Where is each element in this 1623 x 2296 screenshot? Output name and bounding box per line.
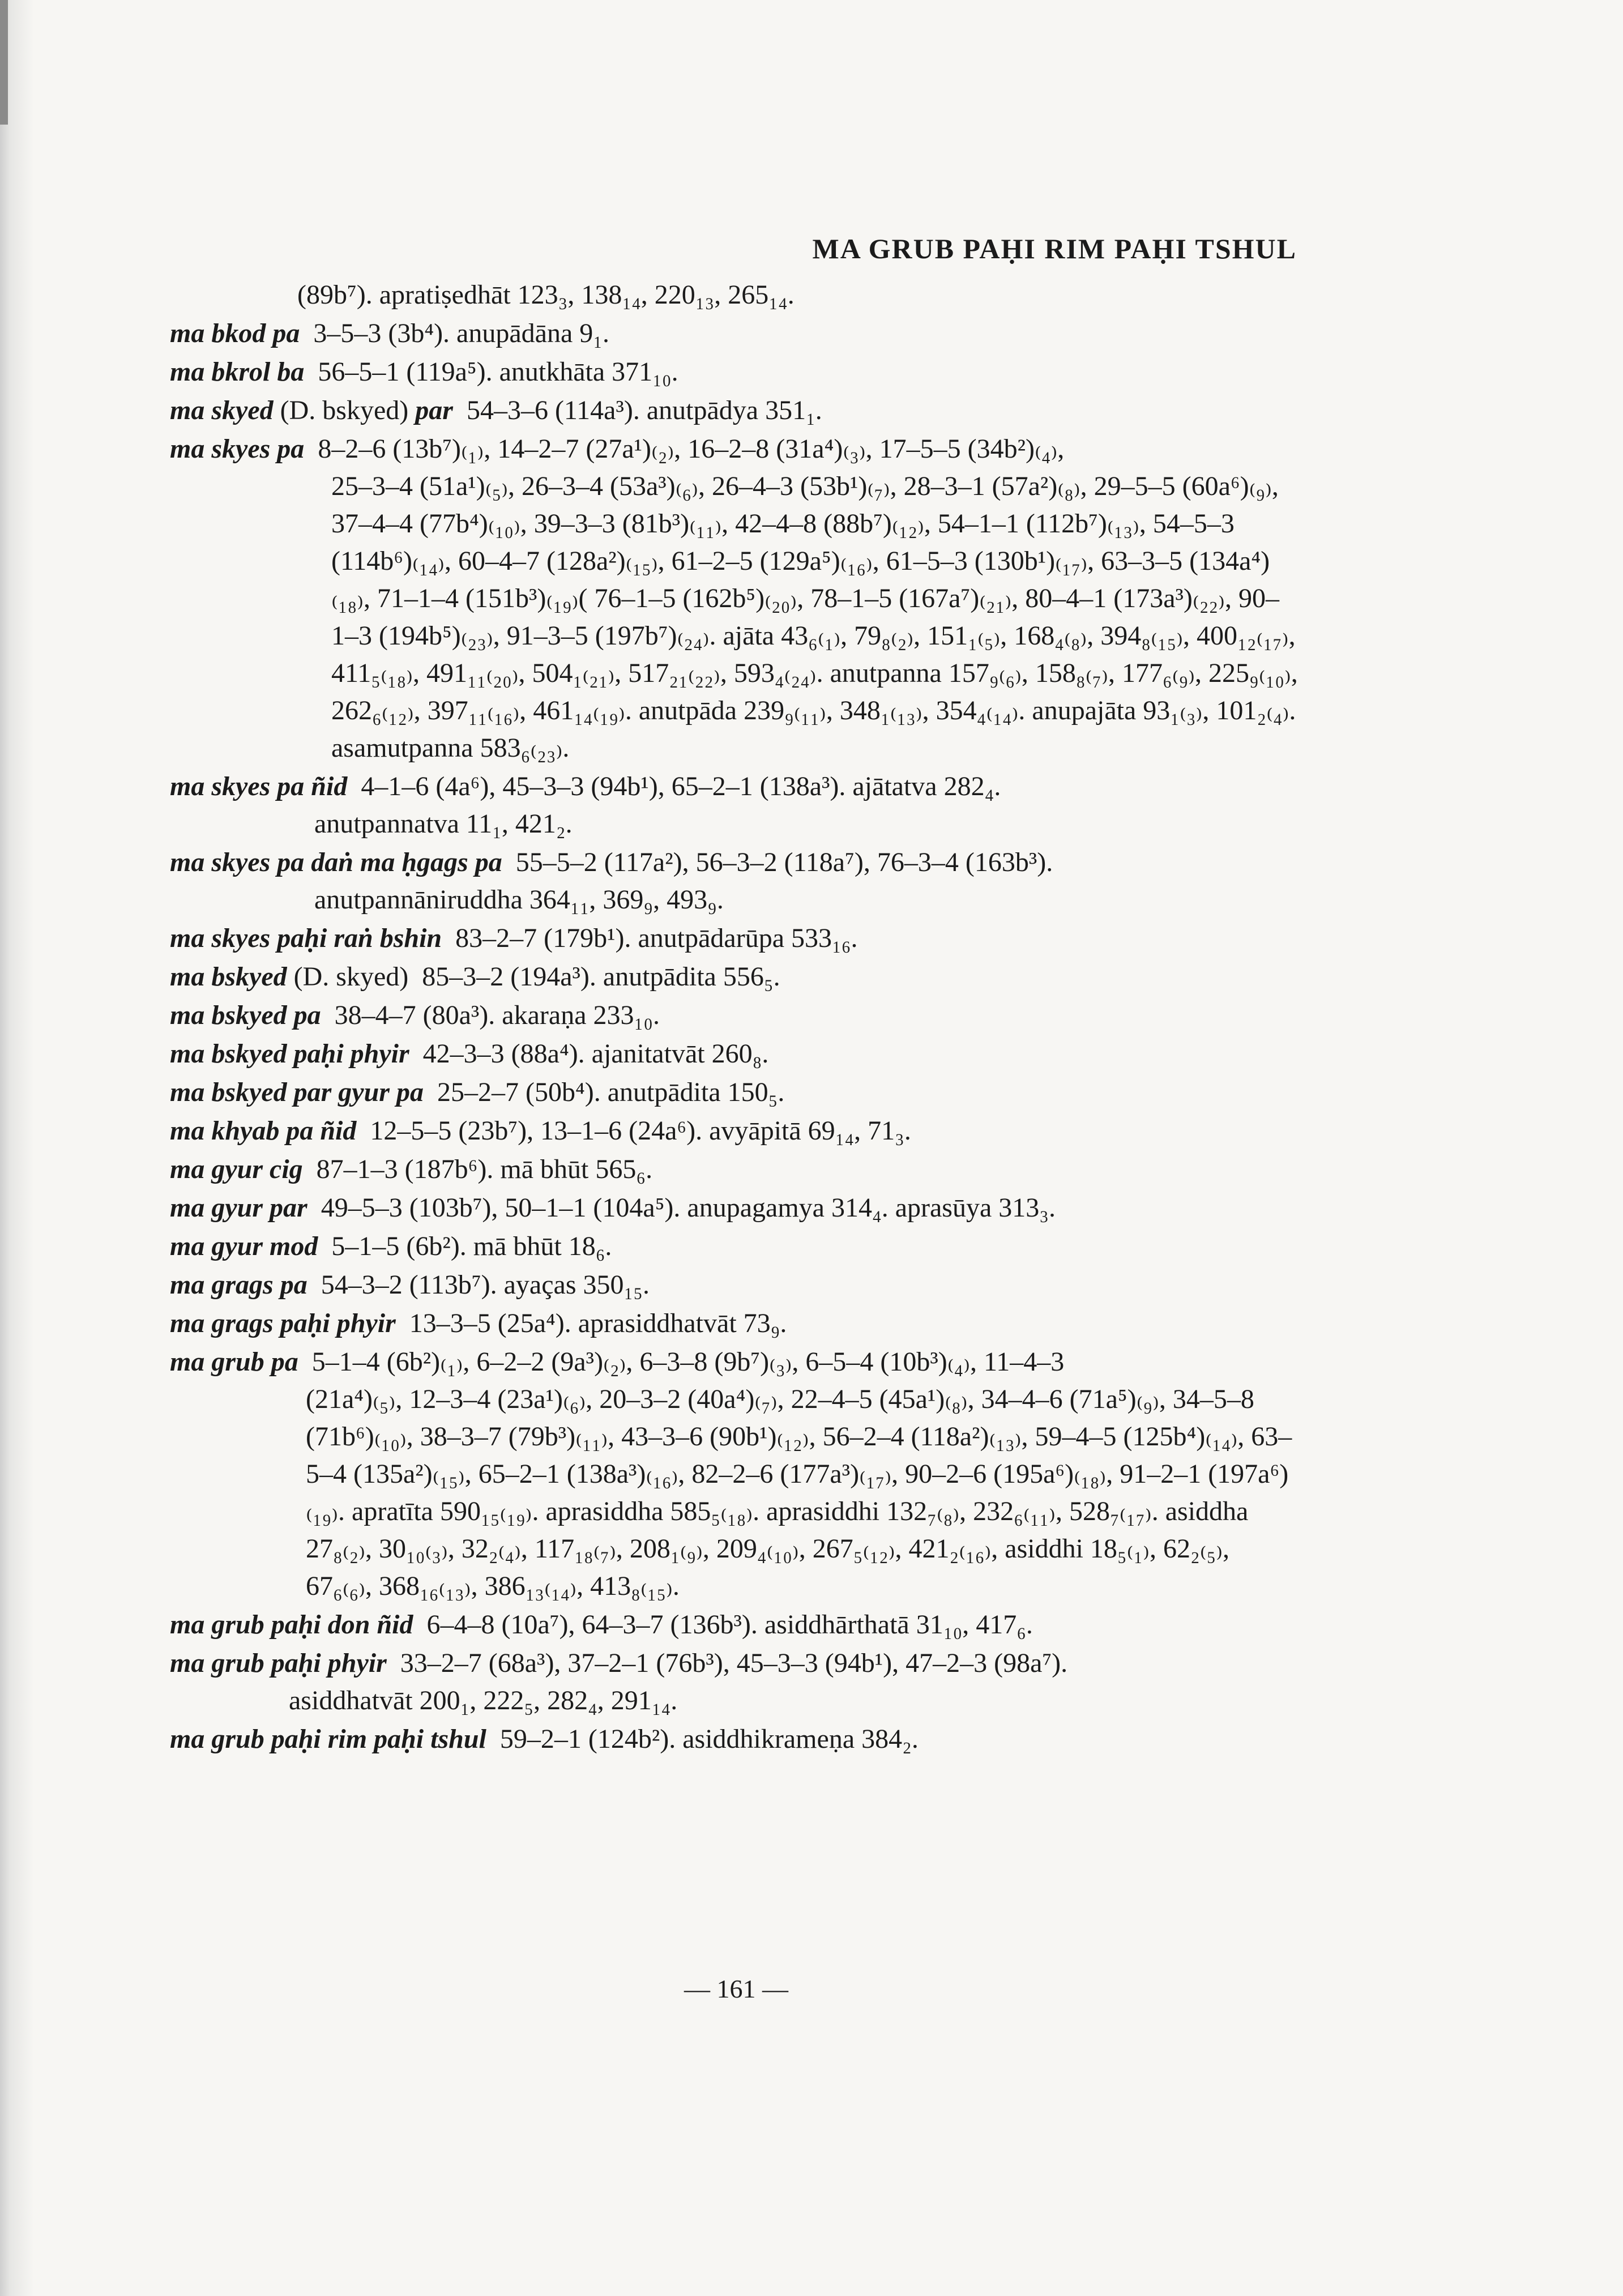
entry-text: 33–2–7 (68a³), 37–2–1 (76b³), 45–3–3 (94b¹), 47–2–3 (98a⁷). <box>400 1648 1068 1678</box>
entry-term: ma grub paḥi rim paḥi tshul <box>170 1724 486 1754</box>
entry-term: ma bkrol ba <box>170 357 305 387</box>
entry-text: 3–5–3 (3b⁴). anupādāna 9₁. <box>313 318 609 348</box>
entry-term: ma skyes pa daṅ ma ḥgags pa <box>170 847 502 877</box>
entry-term: ma bkod pa <box>170 318 300 348</box>
entry-text: 25–2–7 (50b⁴). anutpādita 150₅. <box>437 1077 785 1107</box>
entry-text: 49–5–3 (103b⁷), 50–1–1 (104a⁵). anupagamya 314₄. aprasūya 313₃. <box>321 1193 1056 1223</box>
page-number: — 161 — <box>684 1974 788 2003</box>
glossary-entry <box>170 920 1302 957</box>
entry-term: ma skyes pa ñid <box>170 771 348 801</box>
glossary-entry <box>170 768 1302 843</box>
entry-text: 59–2–1 (124b²). asiddhikrameṇa 384₂. <box>499 1724 919 1754</box>
entry-text: 83–2–7 (179b¹). anutpādarūpa 533₁₆. <box>455 923 858 953</box>
entry-term: ma bskyed par gyur pa <box>170 1077 424 1107</box>
glossary-entry <box>170 1151 1302 1188</box>
entry-term: ma bskyed <box>170 962 287 992</box>
entry-text: 54–3–2 (113b⁷). ayaças 350₁₅. <box>321 1270 650 1300</box>
entry-text: 55–5–2 (117a²), 56–3–2 (118a⁷), 76–3–4 (163b³). <box>515 847 1053 877</box>
glossary-entry <box>170 392 1302 429</box>
glossary-entry <box>170 1266 1302 1304</box>
entry-term: ma skyes paḥi raṅ bshin <box>170 923 442 953</box>
entry-text: 42–3–3 (88a⁴). ajanitatvāt 260₈. <box>422 1039 769 1069</box>
entry-text: 5–1–5 (6b²). mā bhūt 18₆. <box>331 1231 612 1261</box>
glossary-entry <box>170 1645 1302 1719</box>
entry-text: 12–5–5 (23b⁷), 13–1–6 (24a⁶). avyāpitā 69₁₄, 71₃. <box>370 1116 911 1146</box>
glossary-entry <box>170 1074 1302 1111</box>
entry-continuation: anutpannatva 11₁, 421₂. <box>314 809 573 839</box>
entry-text: 13–3–5 (25a⁴). aprasiddhatvāt 73₉. <box>409 1308 787 1338</box>
entry-continuation: anutpannāniruddha 364₁₁, 369₉, 493₉. <box>314 885 724 915</box>
entry-continuation <box>170 276 1302 314</box>
glossary-entry <box>170 1721 1302 1758</box>
entry-text: 38–4–7 (80a³). akaraṇa 233₁₀. <box>334 1000 660 1030</box>
glossary-entry <box>170 315 1302 352</box>
entry-term: ma grub pa <box>170 1347 298 1377</box>
entry-term: ma gyur cig <box>170 1154 303 1184</box>
glossary-entry <box>170 1606 1302 1644</box>
entry-text: 6–4–8 (10a⁷), 64–3–7 (136b³). asiddhārthatā 31₁₀, 417₆. <box>426 1610 1033 1640</box>
scan-shadow-edge <box>0 0 34 2296</box>
entry-term: ma bskyed paḥi phyir <box>170 1039 409 1069</box>
entry-term: ma skyed <box>170 395 274 425</box>
running-head: MA GRUB PAḤI RIM PAḤI TSHUL <box>812 233 1297 264</box>
entry-term: ma khyab pa ñid <box>170 1116 357 1146</box>
entry-term-tail: par <box>415 395 453 425</box>
glossary-entry <box>170 958 1302 996</box>
entry-variant: (D. bskyed) <box>280 395 409 425</box>
glossary-entry <box>170 430 1302 767</box>
entry-text: (89b⁷). apratiṣedhāt 123₃, 138₁₄, 220₁₃, 265₁₄. <box>297 280 795 310</box>
glossary-entry <box>170 1343 1302 1605</box>
entry-term: ma grub paḥi don ñid <box>170 1610 413 1640</box>
entry-text: 87–1–3 (187b⁶). mā bhūt 565₆. <box>316 1154 653 1184</box>
entry-text: 5–1–4 (6b²)₍₁₎, 6–2–2 (9a³)₍₂₎, 6–3–8 (9b⁷)₍₃₎, 6–5–4 (10b³)₍₄₎, 11–4–3 <box>311 1347 1065 1377</box>
glossary-entries <box>170 276 1302 1759</box>
glossary-entry <box>170 1305 1302 1342</box>
scan-mark <box>0 0 8 125</box>
entry-text: 85–3–2 (194a³). anutpādita 556₅. <box>422 962 780 992</box>
entry-continuation: (21a⁴)₍₅₎, 12–3–4 (23a¹)₍₆₎, 20–3–2 (40a⁴)₍₇₎, 22–4–5 (45a¹)₍₈₎, 34–4–6 (71a⁵)₍₉₎, 34–5–8 (71b⁶)₍₁₀₎, 38–3–7 (79b³)₍₁₁₎, 43–3–6 (90b¹)₍₁₂₎, 56–2–4 (118a²)₍₁₃₎, 59–4–5 (125b⁴)₍₁₄₎, 63–5–4 (135a²)₍₁₅₎, 65–2–1 (138a³)₍₁₆₎, 82–2–6 (177a³)₍₁₇₎, 90–2–6 (195a⁶)₍₁₈₎, 91–2–1 (197a⁶)₍₁₉₎. apratīta 590₁₅₍₁₉₎. aprasiddha 585₅₍₁₈₎. aprasiddhi 132₇₍₈₎, 232₆₍₁₁₎, 528₇₍₁₇₎. asiddha 27₈₍₂₎, 30₁₀₍₃₎, 32₂₍₄₎, 117₁₈₍₇₎, 208₁₍₉₎, 209₄₍₁₀₎, 267₅₍₁₂₎, 421₂₍₁₆₎, asiddhi 18₅₍₁₎, 62₂₍₅₎, 67₆₍₆₎, 368₁₆₍₁₃₎, 386₁₃₍₁₄₎, 413₈₍₁₅₎. <box>306 1384 1292 1601</box>
glossary-entry <box>170 353 1302 391</box>
entry-term: ma grags pa <box>170 1270 307 1300</box>
entry-text: 54–3–6 (114a³). anutpādya 351₁. <box>466 395 822 425</box>
entry-text: 8–2–6 (13b⁷)₍₁₎, 14–2–7 (27a¹)₍₂₎, 16–2–8 (31a⁴)₍₃₎, 17–5–5 (34b²)₍₄₎, <box>318 434 1065 464</box>
glossary-entry <box>170 1112 1302 1150</box>
entry-text: 4–1–6 (4a⁶), 45–3–3 (94b¹), 65–2–1 (138a³). ajātatva 282₄. <box>361 771 1001 801</box>
entry-variant: (D. skyed) <box>293 962 409 992</box>
glossary-entry <box>170 844 1302 919</box>
glossary-entry <box>170 1228 1302 1265</box>
entry-term: ma gyur mod <box>170 1231 318 1261</box>
entry-term: ma grags paḥi phyir <box>170 1308 396 1338</box>
entry-text: 56–5–1 (119a⁵). anutkhāta 371₁₀. <box>318 357 678 387</box>
glossary-entry <box>170 1189 1302 1227</box>
entry-continuation: asiddhatvāt 200₁, 222₅, 282₄, 291₁₄. <box>289 1685 678 1715</box>
glossary-entry <box>170 1035 1302 1073</box>
entry-term: ma skyes pa <box>170 434 305 464</box>
glossary-entry <box>170 997 1302 1034</box>
entry-term: ma bskyed pa <box>170 1000 321 1030</box>
entry-term: ma grub paḥi phyir <box>170 1648 387 1678</box>
entry-continuation: 25–3–4 (51a¹)₍₅₎, 26–3–4 (53a³)₍₆₎, 26–4–3 (53b¹)₍₇₎, 28–3–1 (57a²)₍₈₎, 29–5–5 (60a⁶)₍₉₎, 37–4–4 (77b⁴)₍₁₀₎, 39–3–3 (81b³)₍₁₁₎, 42–4–8 (88b⁷)₍₁₂₎, 54–1–1 (112b⁷)₍₁₃₎, 54–5–3 (114b⁶)₍₁₄₎, 60–4–7 (128a²)₍₁₅₎, 61–2–5 (129a⁵)₍₁₆₎, 61–5–3 (130b¹)₍₁₇₎, 63–3–5 (134a⁴)₍₁₈₎, 71–1–4 (151b³)₍₁₉₎( 76–1–5 (162b⁵)₍₂₀₎, 78–1–5 (167a⁷)₍₂₁₎, 80–4–1 (173a³)₍₂₂₎, 90–1–3 (194b⁵)₍₂₃₎, 91–3–5 (197b⁷)₍₂₄₎. ajāta 43₆₍₁₎, 79₈₍₂₎, 151₁₍₅₎, 168₄₍₈₎, 394₈₍₁₅₎, 400₁₂₍₁₇₎, 411₅₍₁₈₎, 491₁₁₍₂₀₎, 504₁₍₂₁₎, 517₂₁₍₂₂₎, 593₄₍₂₄₎. anutpanna 157₉₍₆₎, 158₈₍₇₎, 177₆₍₉₎, 225₉₍₁₀₎, 262₆₍₁₂₎, 397₁₁₍₁₆₎, 461₁₄₍₁₉₎. anutpāda 239₉₍₁₁₎, 348₁₍₁₃₎, 354₄₍₁₄₎. anupajāta 93₁₍₃₎, 101₂₍₄₎. asamutpanna 583₆₍₂₃₎. <box>331 471 1298 763</box>
entry-term: ma gyur par <box>170 1193 307 1223</box>
